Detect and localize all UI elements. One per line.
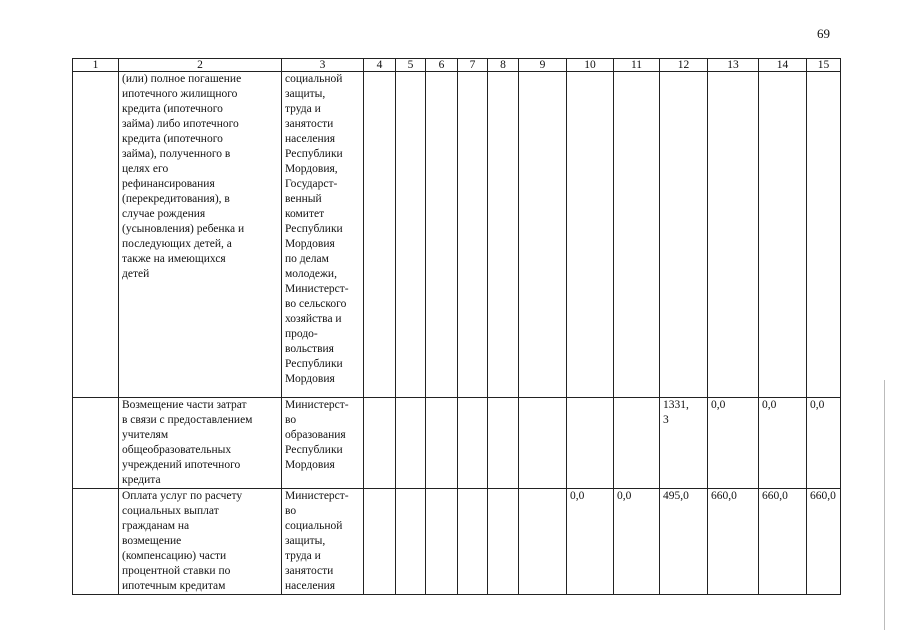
column-header: 6: [426, 59, 458, 72]
page-number: 69: [817, 26, 830, 41]
table-row: [73, 72, 841, 398]
column-header: 2: [119, 59, 282, 72]
executor-cell: социальной защиты, труда и занятости населения Республики Мордовия, Государст- венный комитет Республики Мордовия по делам молодежи, Министерст- во сельского хозяйства и продо- вольствия Республики Мордовия: [282, 72, 364, 398]
table-cell: [73, 398, 119, 489]
column-header: 8: [488, 59, 519, 72]
table-cell: [567, 398, 614, 489]
table-cell: [458, 489, 488, 595]
table-cell: [759, 72, 807, 398]
table-cell: [426, 72, 458, 398]
table-cell: [567, 72, 614, 398]
table-cell: [488, 72, 519, 398]
column-header: 5: [396, 59, 426, 72]
table-row: [73, 489, 841, 595]
table-cell: [396, 398, 426, 489]
table-cell: [519, 72, 567, 398]
value-cell: 0,0: [807, 398, 841, 489]
column-header: 1: [73, 59, 119, 72]
value-cell: 495,0: [660, 489, 708, 595]
executor-cell: Министерст- во социальной защиты, труда и занятости населения: [282, 489, 364, 595]
table-cell: [364, 72, 396, 398]
value-cell: 660,0: [708, 489, 759, 595]
column-header: 3: [282, 59, 364, 72]
measure-description-cell: (или) полное погашение ипотечного жилищного кредита (ипотечного займа) либо ипотечного кредита (ипотечного займа), полученного в целях его рефинансирования (перекредитования), в случае рождения (усыновления) ребенка и последующих детей, а также на имеющихся детей: [119, 72, 282, 398]
table-cell: [396, 489, 426, 595]
measure-description-cell: Возмещение части затрат в связи с предоставлением учителям общеобразовательных учреждений ипотечного кредита: [119, 398, 282, 489]
column-header: 7: [458, 59, 488, 72]
column-header: 9: [519, 59, 567, 72]
value-cell: 1331, 3: [660, 398, 708, 489]
table-header-row: [73, 59, 841, 72]
table-cell: [519, 489, 567, 595]
value-cell: 0,0: [759, 398, 807, 489]
column-header: 11: [614, 59, 660, 72]
column-header: 13: [708, 59, 759, 72]
value-cell: 0,0: [614, 489, 660, 595]
column-header: 15: [807, 59, 841, 72]
table-cell: [364, 398, 396, 489]
column-header: 14: [759, 59, 807, 72]
table-cell: [708, 72, 759, 398]
budget-table: [72, 58, 841, 595]
measure-description-cell: Оплата услуг по расчету социальных выплат гражданам на возмещение (компенсацию) части процентной ставки по ипотечным кредитам: [119, 489, 282, 595]
table-cell: [426, 398, 458, 489]
value-cell: 0,0: [567, 489, 614, 595]
column-header: 12: [660, 59, 708, 72]
table-row: [73, 398, 841, 489]
table-cell: [458, 72, 488, 398]
table-cell: [458, 398, 488, 489]
table-cell: [364, 489, 396, 595]
column-header: 10: [567, 59, 614, 72]
executor-cell: Министерст- во образования Республики Мордовия: [282, 398, 364, 489]
table-cell: [488, 489, 519, 595]
scan-edge-line: [884, 380, 885, 630]
table-cell: [73, 72, 119, 398]
table-cell: [396, 72, 426, 398]
table-cell: [614, 72, 660, 398]
table-cell: [426, 489, 458, 595]
table-cell: [488, 398, 519, 489]
value-cell: 660,0: [807, 489, 841, 595]
table-cell: [614, 398, 660, 489]
table-cell: [807, 72, 841, 398]
value-cell: 660,0: [759, 489, 807, 595]
column-header: 4: [364, 59, 396, 72]
table-cell: [519, 398, 567, 489]
value-cell: 0,0: [708, 398, 759, 489]
table-cell: [660, 72, 708, 398]
table-cell: [73, 489, 119, 595]
